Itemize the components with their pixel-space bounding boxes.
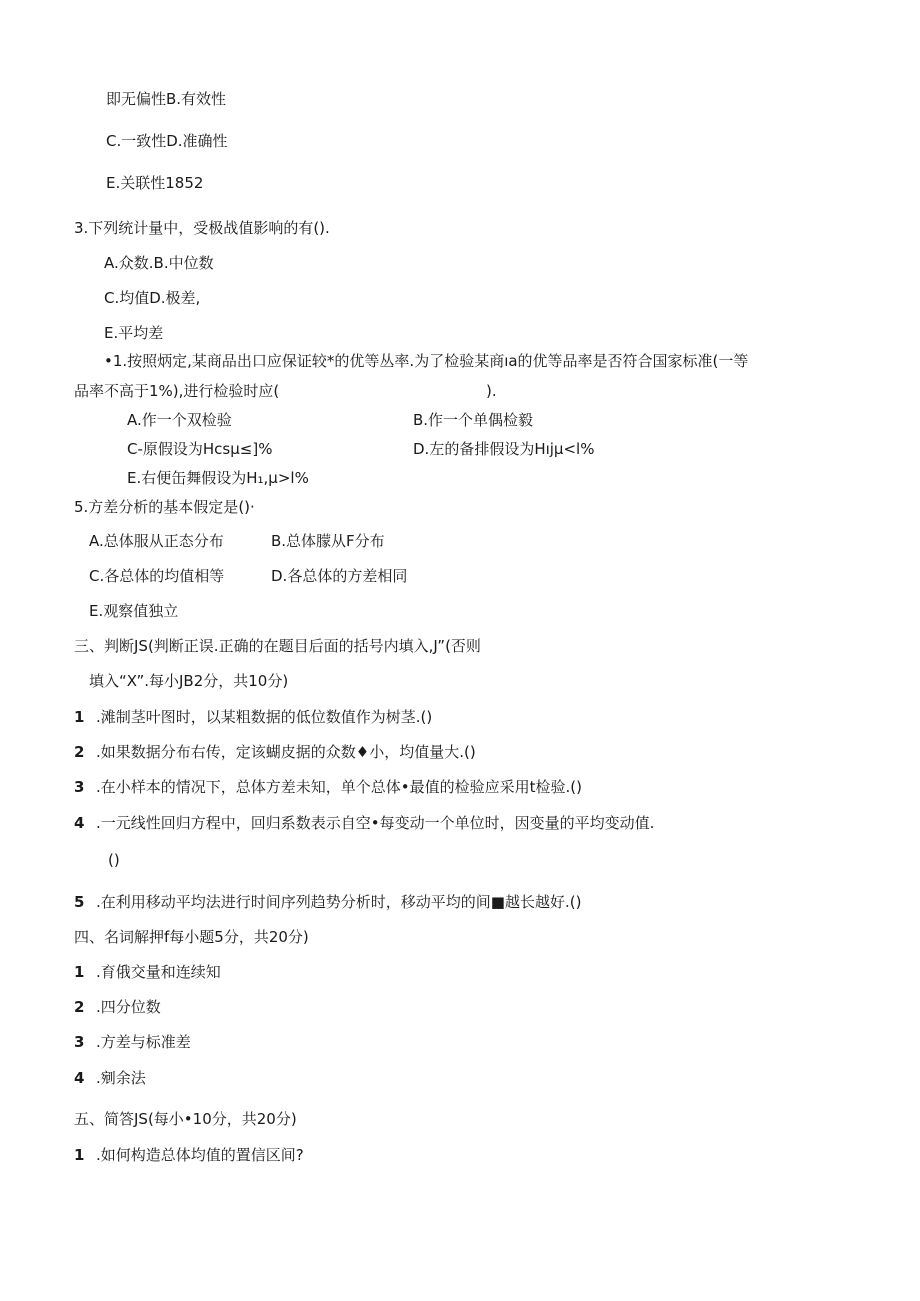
q4-option-d: D.左的备排假设为Hıjμ<l% (413, 440, 595, 458)
q5-option-a: A.总体服从正态分布 (89, 532, 224, 550)
section3-item-3-number: 3 (74, 778, 85, 796)
q2-option-cd: C.一致性D.准确性 (106, 132, 228, 150)
section4-item-4-number: 4 (74, 1069, 85, 1087)
section4-item-4: .剜余法 (96, 1069, 146, 1087)
q5-option-d: D.各总体的方差相同 (271, 567, 408, 585)
section4-item-2: .四分位数 (96, 998, 161, 1016)
section5-item-1-number: 1 (74, 1146, 85, 1164)
section3-item-5: .在利用移动平均法进行时间序列趋势分析时，移动平均的间■越长越好.() (96, 893, 582, 911)
q5-option-c: C.各总体的均值相等 (89, 567, 225, 585)
section3-item-4-number: 4 (74, 814, 85, 832)
section3-item-5-number: 5 (74, 893, 85, 911)
q4-stem-line2: 品率不高于1%),进行检验时应( (74, 382, 280, 400)
section4-item-1-number: 1 (74, 963, 85, 981)
q5-option-e: E.观察值独立 (89, 602, 179, 620)
section3-title: 三、判断JS(判断正误.正确的在题目后面的括号内填入,J”(否则 (74, 637, 481, 655)
q4-option-a: A.作一个双检验 (127, 411, 232, 429)
section4-item-3: .方差与标准差 (96, 1033, 191, 1051)
q4-option-e: E.右便缶舞假设为H₁,μ>l% (127, 469, 309, 487)
q4-option-b: B.作一个单偶检毅 (413, 411, 534, 429)
q4-stem-line1: •1.按照炳定,某商品出口应保证较*的优等丛率.为了检验某商ıa的优等品率是否符合国家标准(一等 (104, 352, 749, 370)
q5-option-b: B.总体朦从F分布 (271, 532, 385, 550)
section3-item-2-number: 2 (74, 743, 85, 761)
section5-item-1: .如何构造总体均值的置信区间? (96, 1146, 304, 1164)
q3-option-cd: C.均值D.极差, (104, 289, 201, 307)
section3-item-1-number: 1 (74, 708, 85, 726)
section5-title: 五、简答JS(每小•10分，共20分) (74, 1110, 297, 1128)
q4-option-c: C-原假设为Hcsμ≤]% (127, 440, 273, 458)
section3-item-1: .滩制茎叶图时，以某粗数据的低位数值作为树茎.() (96, 708, 433, 726)
q3-stem: 3.下列统计量中，受极战值影响的有(). (74, 219, 330, 237)
section4-item-1: .育俄交量和连续知 (96, 963, 221, 981)
q3-option-e: E.平均差 (104, 324, 164, 342)
q4-stem-line2-end: ). (486, 382, 497, 400)
q2-option-ab: 即无偏性B.有效性 (106, 90, 227, 108)
section3-item-3: .在小样本的情况下，总体方差未知，单个总体•最值的检验应采用t检验.() (96, 778, 582, 796)
q2-option-e: E.关联性1852 (106, 174, 204, 192)
section4-item-3-number: 3 (74, 1033, 85, 1051)
section4-title: 四、名词解押f每小题5分，共20分) (74, 928, 309, 946)
q5-stem: 5.方差分析的基本假定是()· (74, 498, 255, 516)
q3-option-ab: A.众数.B.中位数 (104, 254, 214, 272)
section3-item-4: .一元线性回归方程中，回归系数表示自空•每变动一个单位时，因变量的平均变动值. (96, 814, 655, 832)
section3-item-2: .如果数据分布右传，定该蝴皮据的众数♦小，均值量大.() (96, 743, 476, 761)
section3-item-4-paren: () (108, 851, 120, 869)
section3-title-line2: 填入“X”.每小JB2分，共10分) (89, 672, 289, 690)
section4-item-2-number: 2 (74, 998, 85, 1016)
